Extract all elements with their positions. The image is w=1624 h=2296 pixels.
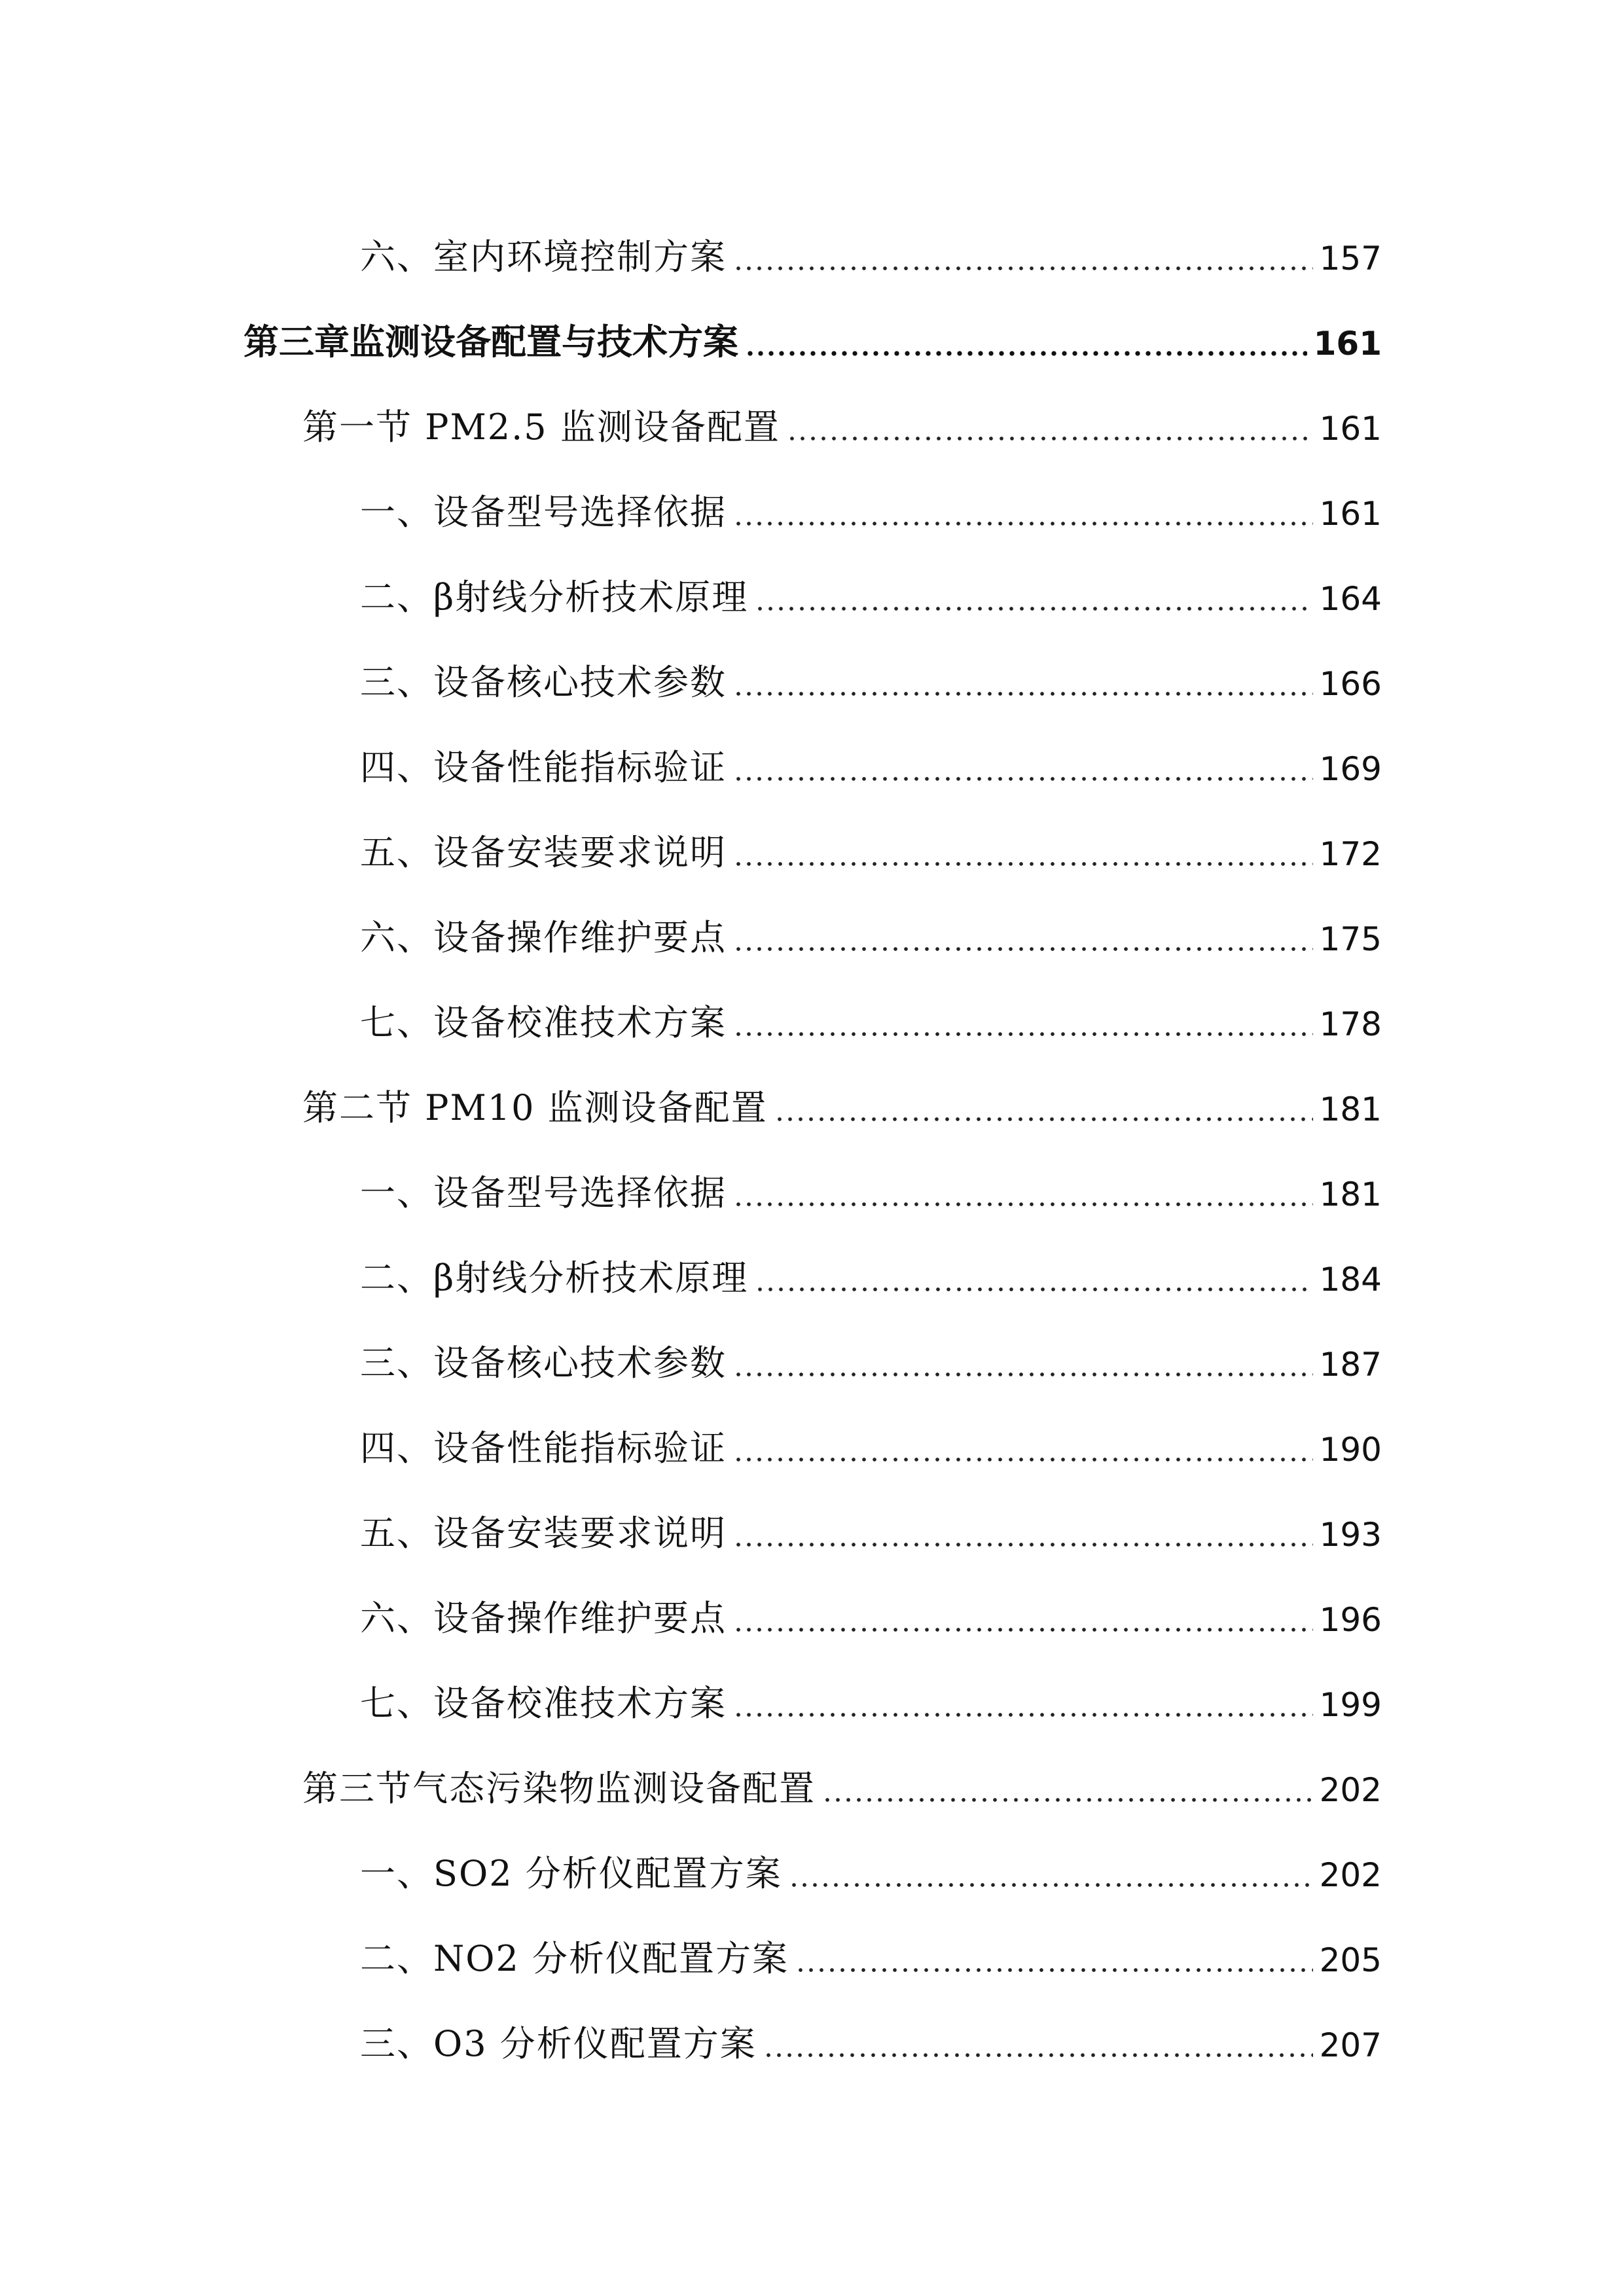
toc-entry-page: 172 <box>1319 835 1382 873</box>
toc-entry-label: 五、设备安装要求说明 <box>360 1513 727 1554</box>
toc-entry[interactable] <box>360 628 1382 703</box>
dot-leader <box>733 1627 1313 1632</box>
dot-leader <box>795 1967 1313 1973</box>
dot-leader <box>755 606 1312 611</box>
toc-entry-label: 三、设备核心技术参数 <box>360 662 727 703</box>
toc-entry[interactable] <box>360 798 1382 873</box>
toc-entry[interactable] <box>360 1820 1382 1892</box>
toc-entry-label: 二、β射线分析技术原理 <box>360 577 749 618</box>
toc-entry[interactable] <box>360 1479 1382 1554</box>
toc-section-entry[interactable] <box>302 373 1382 448</box>
toc-entry-label: 第一节 PM2.5 监测设备配置 <box>302 406 780 448</box>
dot-leader <box>733 946 1313 952</box>
dot-leader <box>733 521 1313 526</box>
toc-entry[interactable] <box>360 969 1382 1041</box>
toc-entry-label: 四、设备性能指标验证 <box>360 1427 727 1469</box>
toc-entry[interactable] <box>360 1990 1382 2062</box>
toc-entry-page: 207 <box>1319 2026 1382 2064</box>
toc-entry[interactable] <box>360 203 1382 278</box>
toc-entry-page: 181 <box>1319 1175 1382 1213</box>
dot-leader <box>733 266 1313 271</box>
toc-entry[interactable] <box>360 1139 1382 1211</box>
toc-entry-label: 六、设备操作维护要点 <box>360 1598 727 1639</box>
dot-leader <box>774 1117 1313 1122</box>
toc-entry-page: 193 <box>1319 1516 1382 1554</box>
dot-leader <box>745 351 1307 356</box>
toc-entry-page: 187 <box>1319 1346 1382 1384</box>
dot-leader <box>733 1372 1313 1377</box>
toc-entry-label: 二、NO2 分析仪配置方案 <box>360 1938 789 1979</box>
toc-entry-page: 175 <box>1319 920 1382 958</box>
toc-entry-page: 157 <box>1319 240 1382 278</box>
toc-entry-label: 一、设备型号选择依据 <box>360 492 727 533</box>
toc-entry-page: 184 <box>1319 1261 1382 1299</box>
toc-entry-page: 181 <box>1319 1090 1382 1128</box>
toc-entry-page: 190 <box>1319 1431 1382 1469</box>
toc-entry[interactable] <box>360 1224 1382 1299</box>
toc-entry-page: 164 <box>1319 580 1382 618</box>
toc-entry[interactable] <box>360 1394 1382 1469</box>
toc-entry-label: 第二节 PM10 监测设备配置 <box>302 1087 768 1128</box>
toc-entry[interactable] <box>360 713 1382 788</box>
toc-entry-label: 五、设备安装要求说明 <box>360 832 727 873</box>
toc-entry[interactable] <box>360 1905 1382 1977</box>
toc-entry-label: 第三节气态污染物监测设备配置 <box>302 1768 816 1809</box>
toc-entry-page: 161 <box>1319 410 1382 448</box>
dot-leader <box>733 1457 1313 1462</box>
toc-entry-label: 六、设备操作维护要点 <box>360 917 727 958</box>
dot-leader <box>789 1882 1313 1888</box>
dot-leader <box>733 1542 1313 1547</box>
toc-entry-page: 161 <box>1313 325 1382 363</box>
toc-chapter-entry[interactable] <box>244 288 1382 363</box>
dot-leader <box>733 1712 1313 1717</box>
dot-leader <box>733 1202 1313 1207</box>
toc-entry-page: 196 <box>1319 1601 1382 1639</box>
toc-entry-page: 161 <box>1319 495 1382 533</box>
dot-leader <box>733 691 1313 696</box>
toc-entry-label: 第三章监测设备配置与技术方案 <box>244 321 738 363</box>
toc-entry-label: 七、设备校准技术方案 <box>360 1002 727 1043</box>
dot-leader <box>733 1031 1313 1037</box>
toc-entry-label: 六、室内环境控制方案 <box>360 236 727 278</box>
dot-leader <box>755 1287 1312 1292</box>
toc-entry-page: 202 <box>1319 1856 1382 1894</box>
toc-entry[interactable] <box>360 1649 1382 1724</box>
toc-section-entry[interactable] <box>302 1054 1382 1126</box>
toc-entry[interactable] <box>360 458 1382 533</box>
toc-entry-label: 二、β射线分析技术原理 <box>360 1257 749 1299</box>
toc-section-entry[interactable] <box>302 1734 1382 1809</box>
dot-leader <box>763 2053 1313 2058</box>
toc-entry-label: 三、设备核心技术参数 <box>360 1342 727 1384</box>
toc-entry[interactable] <box>360 884 1382 956</box>
dot-leader <box>733 776 1313 781</box>
toc-entry-label: 七、设备校准技术方案 <box>360 1683 727 1724</box>
toc-entry-page: 199 <box>1319 1686 1382 1724</box>
toc-entry[interactable] <box>360 1564 1382 1639</box>
dot-leader <box>733 861 1313 867</box>
toc-entry-label: 四、设备性能指标验证 <box>360 747 727 788</box>
toc-entry-page: 166 <box>1319 665 1382 703</box>
dot-leader <box>822 1797 1313 1803</box>
toc-entry-label: 一、设备型号选择依据 <box>360 1172 727 1213</box>
toc-entry-page: 178 <box>1319 1005 1382 1043</box>
dot-leader <box>787 436 1313 441</box>
toc-entry-page: 169 <box>1319 750 1382 788</box>
toc-entry[interactable] <box>360 543 1382 618</box>
toc-entry-page: 202 <box>1319 1771 1382 1809</box>
toc-entry[interactable] <box>360 1309 1382 1384</box>
toc-entry-label: 一、SO2 分析仪配置方案 <box>360 1853 782 1894</box>
toc-entry-label: 三、O3 分析仪配置方案 <box>360 2023 757 2064</box>
toc-entry-page: 205 <box>1319 1941 1382 1979</box>
